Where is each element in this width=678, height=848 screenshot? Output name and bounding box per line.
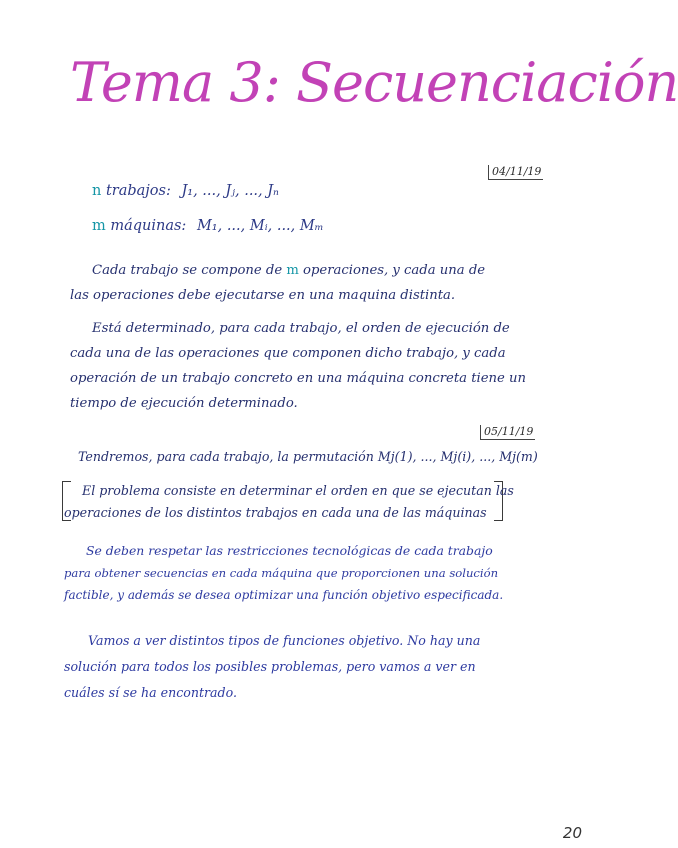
jobs-list: J₁, ..., Jⱼ, ..., Jₙ (181, 183, 279, 199)
para1-text-a: Cada trabajo se compone de (92, 263, 287, 278)
para1-line1 (92, 262, 485, 280)
para2-line1: Está determinado, para cada trabajo, el orden de ejecución de (92, 321, 510, 336)
para3-line2: para obtener secuencias en cada máquina que proporcionen una solución (64, 566, 499, 580)
para4-line2: solución para todos los posibles problemas, pero vamos a ver en (64, 659, 476, 674)
machines-definition (92, 218, 324, 234)
boxed-line1: El problema consiste en determinar el orden en que se ejecutan las (82, 483, 514, 498)
jobs-definition (92, 183, 279, 199)
para1-line2: las operaciones debe ejecutarse en una maquina distinta. (70, 288, 456, 303)
para4-line1: Vamos a ver distintos tipos de funciones objetivo. No hay una (88, 633, 481, 648)
boxed-line2: operaciones de los distintos trabajos en cada una de las máquinas (64, 505, 487, 520)
para3-line1: Se deben respetar las restricciones tecnológicas de cada trabajo (86, 543, 493, 558)
page-title: Tema 3: Secuenciación (70, 51, 678, 114)
para2-line2: cada una de las operaciones que componen dicho trabajo, y cada (70, 346, 506, 361)
date-stamp-2: 05/11/19 (480, 425, 535, 440)
para1-m: m (286, 263, 299, 278)
jobs-label: trabajos: (105, 183, 171, 199)
para3-line3: factible, y además se desea optimizar una función objetivo especificada. (64, 588, 504, 602)
jobs-letter: n (92, 183, 102, 199)
machines-letter: m (92, 218, 106, 234)
para2-line3: operación de un trabajo concreto en una máquina concreta tiene un (70, 371, 526, 386)
para4-line3: cuáles sí se ha encontrado. (64, 685, 237, 700)
para2-line4: tiempo de ejecución determinado. (70, 396, 298, 411)
permutation-line: Tendremos, para cada trabajo, la permutación Mj(1), ..., Mj(i), ..., Mj(m) (78, 449, 538, 464)
machines-list: M₁, ..., Mᵢ, ..., Mₘ (196, 218, 324, 234)
date-stamp: 04/11/19 (488, 165, 543, 180)
machines-label: máquinas: (110, 218, 187, 234)
page-number: 20 (562, 824, 582, 842)
para1-text-b: operaciones, y cada una de (298, 263, 486, 278)
